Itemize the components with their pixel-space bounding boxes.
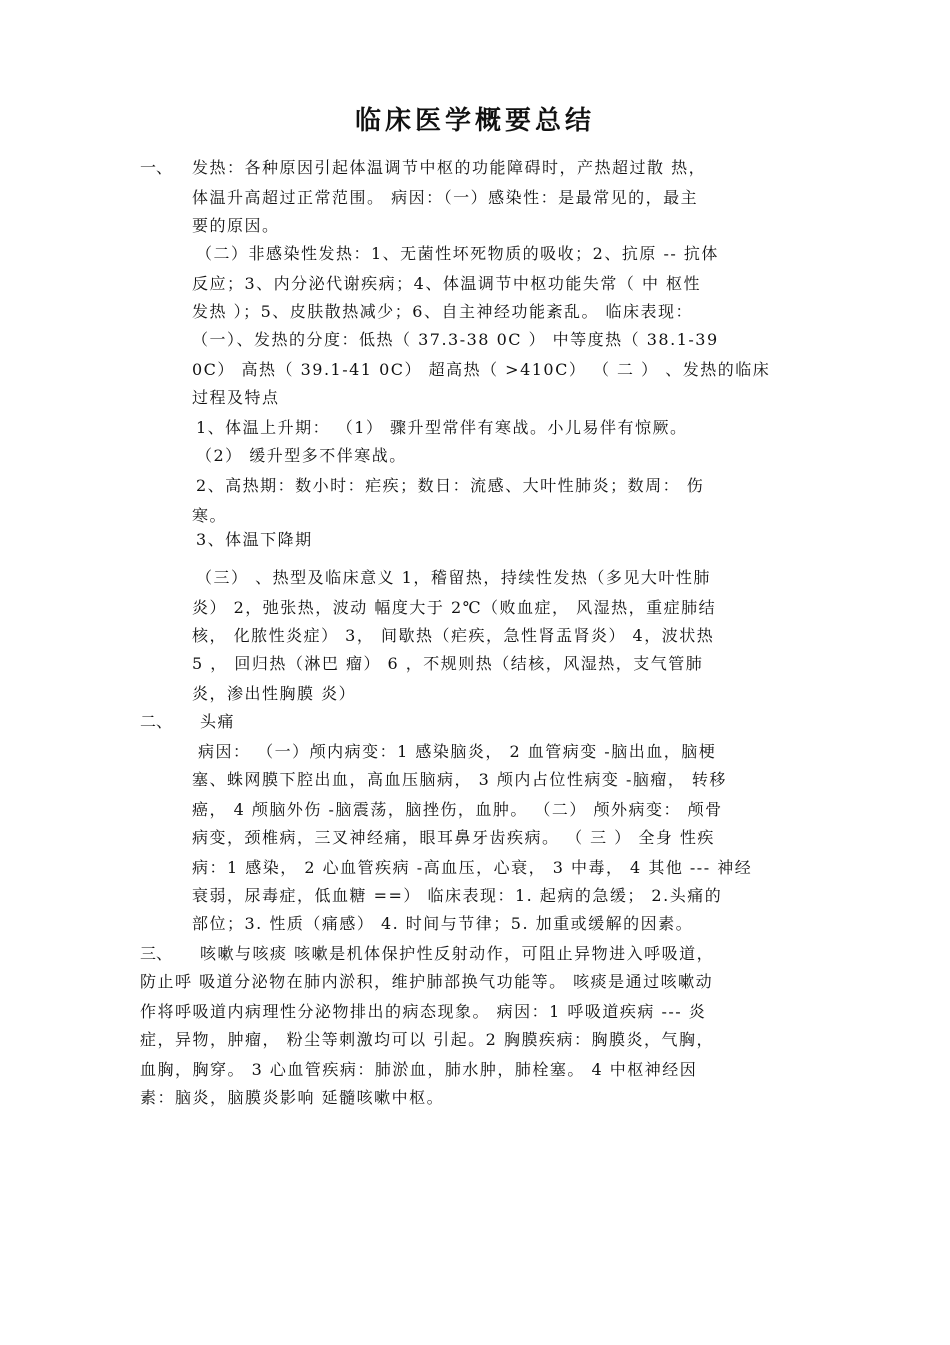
paragraph-line: 炎，渗出性胸膜 炎）	[192, 684, 357, 703]
paragraph-line: （一）、发热的分度：低热（ 37.3-38 0C ） 中等度热（ 38.1-39	[192, 330, 719, 349]
paragraph-line: 过程及特点	[192, 388, 280, 407]
section-1-number: 一、	[140, 158, 173, 177]
paragraph-line: 病变，颈椎病，三叉神经痛，眼耳鼻牙齿疾病。 （ 三 ） 全身 性疾	[192, 828, 715, 847]
paragraph-line: 衰弱，尿毒症，低血糖 ==） 临床表现：1. 起病的急缓； 2.头痛的	[192, 886, 723, 905]
paragraph-line: 0C） 高热（ 39.1-41 0C） 超高热（ >410C） （ 二 ） 、发热的临床	[192, 360, 771, 379]
paragraph-line: 核， 化脓性炎症） 3， 间歇热（疟疾，急性肾盂肾炎） 4，波状热	[192, 626, 715, 645]
paragraph-line: 寒。	[192, 506, 228, 525]
paragraph-line: 反应；3、内分泌代谢疾病；4、体温调节中枢功能失常（ 中 枢性	[192, 274, 702, 293]
paragraph-line: 体温升高超过正常范围。 病因：（一）感染性：是最常见的，最主	[192, 188, 699, 207]
paragraph-line: 部位；3. 性质（痛感） 4. 时间与节律；5. 加重或缓解的因素。	[192, 914, 694, 933]
paragraph-line: 防止呼 吸道分泌物在肺内淤积，维护肺部换气功能等。 咳痰是通过咳嗽动	[140, 972, 714, 991]
paragraph-line: 要的原因。	[192, 216, 280, 235]
paragraph-line: 发热：各种原因引起体温调节中枢的功能障碍时，产热超过散 热，	[192, 158, 707, 177]
paragraph-line: 症，异物，肿瘤， 粉尘等刺激均可以 引起。2 胸膜疾病：胸膜炎，气胸，	[140, 1030, 714, 1049]
paragraph-line: 5 ， 回归热（淋巴 瘤） 6 ，不规则热（结核，风湿热，支气管肺	[192, 654, 704, 673]
section-2-number: 二、	[140, 712, 173, 731]
paragraph-line: 素：脑炎，脑膜炎影响 延髓咳嗽中枢。	[140, 1088, 445, 1107]
paragraph-line: 炎） 2，弛张热，波动 幅度大于 2℃（败血症， 风湿热，重症肺结	[192, 598, 717, 617]
paragraph-line: 血胸，胸穿。 3 心血管疾病：肺淤血，肺水肿，肺栓塞。 4 中枢神经因	[140, 1060, 698, 1079]
paragraph-line: （2） 缓升型多不伴寒战。	[196, 446, 407, 465]
paragraph-line: 1、体温上升期： （1） 骤升型常伴有寒战。小儿易伴有惊厥。	[196, 418, 688, 437]
paragraph-line: 病因： （一）颅内病变：1 感染脑炎， 2 血管病变 -脑出血，脑梗	[198, 742, 717, 761]
paragraph-line: 2、高热期：数小时：疟疾；数日：流感、大叶性肺炎；数周： 伤	[196, 476, 705, 495]
paragraph-line: 3、体温下降期	[196, 530, 313, 549]
paragraph-line: 发热 ）；5、皮肤散热减少；6、自主神经功能紊乱。 临床表现：	[192, 302, 694, 321]
paragraph-line: 病：1 感染， 2 心血管疾病 -高血压，心衰， 3 中毒， 4 其他 --- 神经	[192, 858, 753, 877]
section-3-number: 三、	[140, 944, 173, 963]
paragraph-line: 塞、蛛网膜下腔出血，高血压脑病， 3 颅内占位性病变 -脑瘤， 转移	[192, 770, 727, 789]
paragraph-line: （二）非感染性发热：1、无菌性坏死物质的吸收；2、抗原 -- 抗体	[196, 244, 719, 263]
section-heading: 头痛	[200, 712, 236, 731]
paragraph-line: 癌， 4 颅脑外伤 -脑震荡，脑挫伤，血肿。 （二） 颅外病变： 颅骨	[192, 800, 723, 819]
paragraph-line: 作将呼吸道内病理性分泌物排出的病态现象。 病因：1 呼吸道疾病 --- 炎	[140, 1002, 707, 1021]
paragraph-line: （三） 、热型及临床意义 1，稽留热，持续性发热（多见大叶性肺	[196, 568, 711, 587]
paragraph-line: 咳嗽与咳痰 咳嗽是机体保护性反射动作，可阻止异物进入呼吸道，	[200, 944, 715, 963]
page-title: 临床医学概要总结	[354, 106, 595, 136]
